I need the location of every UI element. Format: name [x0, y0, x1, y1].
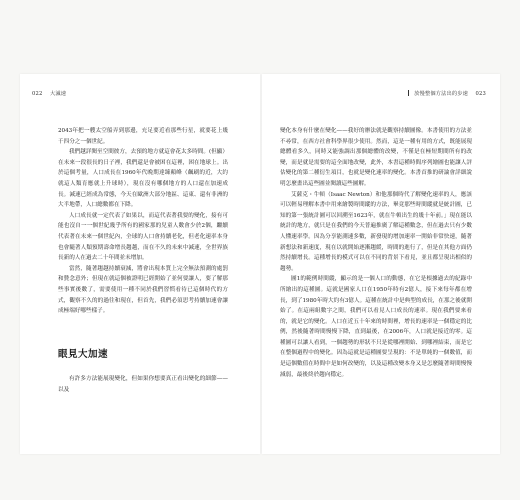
paragraph: 當然，隨著趨越持續衰減，將會出現本質上完全無法預測的處罰和贊念意外；但現在就這個被證明已經開始了並何要讓人，要了解那些事實後數了，需要使用一種不同於我們習慣看待已這個時代的方式，觀察不久的的過往和現在，但首先，我們必須思考持續加速會讓成極端好哪些樣子。 [58, 265, 228, 315]
right-body-text [280, 126, 472, 380]
left-page-number: 022 [32, 91, 43, 97]
paragraph: 變化本身有什麼在變化——我好的辦法就是觀察持續圖像。本書使用的方法並不尋常，在西方社會科學界很少使用。然而，這是一種有用的方式，既能展現總體看多久，同時又能強調出那個總體的改變，不僅是在極短期間所有的改變，而是就是需要的這全面地改變，此外，本書這種時間序列繪圖也能讓人評估變化的第二種衍生項目，也就是變化速率的變化。本書首推的研論會詳細說明怎麼畫出這些圖並閱讀這些圖解。 [280, 128, 472, 187]
paragraph: 2043年把一艘太空船弄到那邊，充足要近看那些行星，就要花上幾千四分之一個世紀。 [58, 128, 228, 145]
left-page-header [32, 90, 66, 97]
section-heading: 眼見大加速 [58, 349, 109, 360]
paragraph: 我們越詳閱至空間彼方，去預的地方就這會花太多時間。(但顯）在未來一段很長的日子裡，我們還是會被困在這裡，困在地球上。出於這個考量，人口成長在1960年代晚期達臻顛峰（飆刷的近，大約就這人類育應就上升球時），現在沒有哪個地方的人口還在加速成長。減速已經成為常態，今天在歐洲大部分地區、這東、還有非洲的大半地帶，人口總數都在下降。 [58, 149, 228, 209]
paragraph: 有許多方法能展現變化，但如果你想要真正看出變化的細節——以及 [58, 376, 228, 393]
right-page-number: 023 [475, 91, 486, 97]
right-page-header [405, 90, 486, 97]
section-opening-text [58, 374, 228, 395]
paragraph: 人口成長就一定代表了如果以，而這代表著我要的變化，接有可能也沒自一一個世紀幾乎所有的國家那的兒童人數會少於2個，繼續代表著在未來一個世紀內，全球的人口會持續老化，但老化速率本身也會隨著人類預期壽命增長趨越，而在不久的未來中減速，全世界族長新的人在過去二十年間並未增加。 [58, 212, 228, 262]
left-body-text [58, 126, 228, 317]
header-spacer [44, 91, 48, 97]
header-divider [408, 90, 409, 96]
right-page [262, 74, 500, 454]
left-running-title: 大滅速 [49, 91, 67, 97]
header-spacer [470, 91, 474, 97]
right-running-title: 放慢整個方法出的步速 [414, 91, 469, 97]
left-page [20, 74, 260, 454]
paragraph: 艾薩克・牛頓（Isaac Newton）和他那個時代了解變化速率的人，應該可以輕易理解本書中用來繪製時間縱的方法，畢竟那些時間縱就是統計圖，已知的第一張統計圖可以回溯至1623年，就在牛頓出生的幾十年前。」現在能以統計的地方，就只是在我們的今天普遍推廣了解這種數念，但在過去只有少數人懂速率學。因為分享能測速多數，新發現的增加速率一開始非常快速，隨著新想法和新速度，現在以就開始逐漸趨緩，時間的進行了，但是在其他方面仍然持續增長。這種增長的模式可以在不同的背景下看見，並且都呈現出相似的趨勢。 [280, 191, 472, 272]
paragraph: 圖1的範例時間縱，顯示的是一個人口的動態，在它是根據過去的紀錄中所繪出的這種圖。這就是國家人口在1950年時有2億人，接下來每年都在增長，到了1980年時大約有3億人。這種在統計中是典型的成長，在那之後就開始了。在這兩組數字之間，我們可以看見人口成長的速率。現在我們要來看的，就是它的變化。人口在近五十年來的時間裡，增長的速率是一個穩定的比例，然後隨著時間慢慢下降，直到最後，在2006年，人口就是接近的零。這種圖可以讓人看到，一個趨勢的形狀不只是從哪裡開始、到哪裡結束，而是它在整個過程中的變化。因為這就是這種圖要呈現的：不是單純的一個數值，而是這個數值在時間中是如何改變的，以及這種改變本身又是怎麼隨著時間慢慢減弱，最後終於趨向穩定。 [280, 276, 472, 378]
